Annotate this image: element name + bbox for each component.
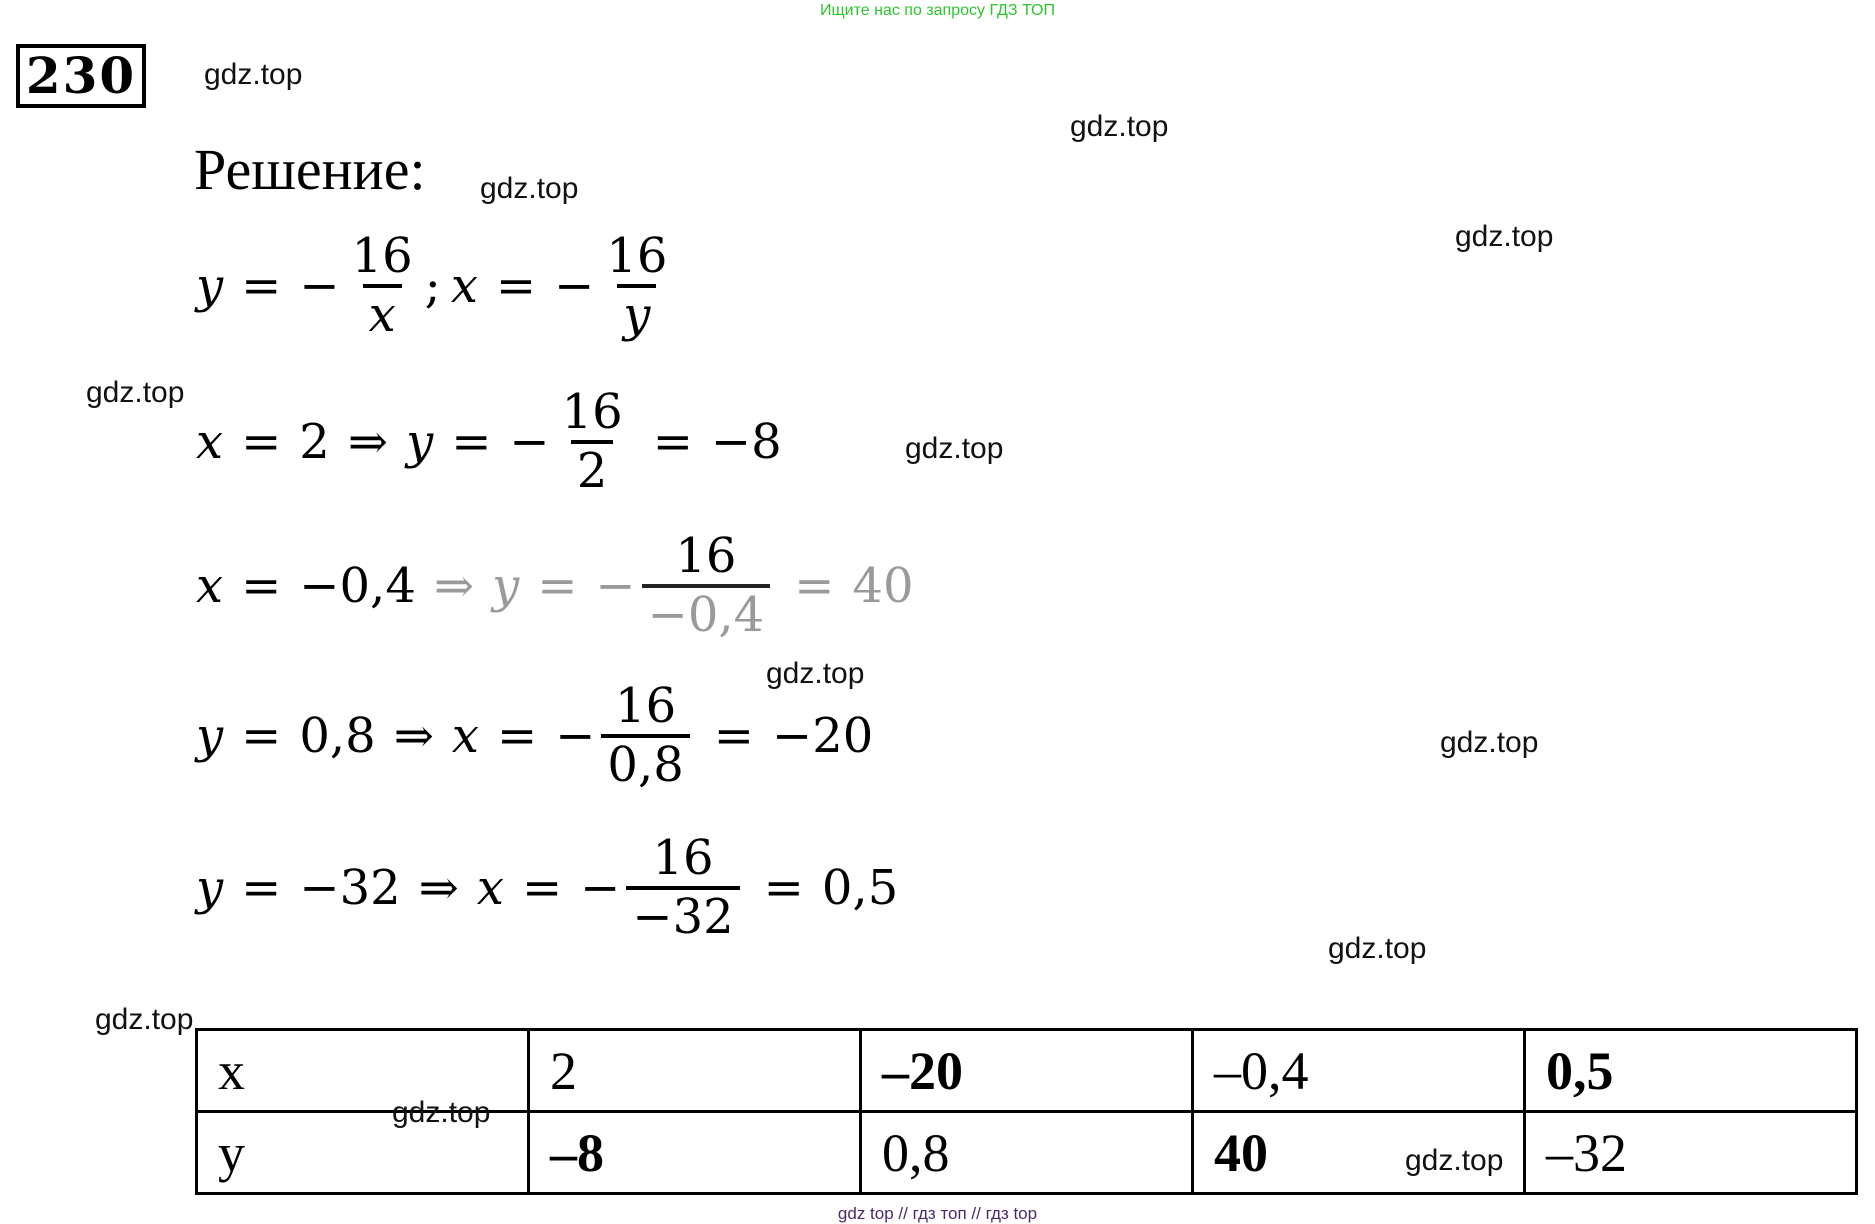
separator: ; [424, 258, 441, 314]
var-y: y [196, 860, 224, 916]
table-cell: –20 [861, 1030, 1193, 1112]
var-y: y [196, 708, 224, 764]
watermark: gdz.top [86, 376, 185, 409]
watermark: gdz.top [480, 172, 579, 205]
equals: = [241, 708, 282, 764]
implies: ⇒ [347, 414, 389, 470]
equals: = [713, 708, 754, 764]
watermark: gdz.top [1440, 726, 1539, 759]
denominator: 0,8 [601, 734, 689, 793]
watermark: gdz.top [905, 432, 1004, 465]
var-y: y [492, 558, 520, 614]
equals: = [521, 860, 563, 916]
var-x: x [196, 414, 224, 470]
formula-line-1 [196, 216, 679, 356]
var-y: y [406, 414, 434, 470]
table-cell: –32 [1525, 1112, 1857, 1194]
top-banner: Ищите нас по запросу ГДЗ ТОП [820, 2, 1055, 19]
exercise-number: 230 [16, 44, 146, 108]
equals: = [451, 414, 492, 470]
fraction [556, 385, 629, 499]
solution-label: Решение: [194, 137, 426, 202]
formula-line-2 [196, 372, 782, 512]
table-cell: –8 [529, 1112, 861, 1194]
numerator: 16 [652, 829, 714, 886]
implies: ⇒ [418, 860, 459, 916]
equals: = [763, 860, 804, 916]
table-cell: 0,5 [1525, 1030, 1857, 1112]
table-cell: 0,8 [861, 1112, 1193, 1194]
equals: = [537, 558, 578, 614]
value: 2 [299, 414, 330, 470]
watermark: gdz.top [392, 1096, 491, 1129]
equals: = [241, 860, 282, 916]
numerator: 16 [561, 383, 623, 440]
fraction [346, 229, 419, 343]
result: −8 [710, 414, 782, 470]
watermark: gdz.top [1328, 932, 1427, 965]
row-label: x [197, 1030, 529, 1112]
fraction [601, 679, 689, 793]
watermark: gdz.top [1455, 220, 1554, 253]
result: −20 [771, 708, 874, 764]
numerator: 16 [606, 227, 668, 284]
equals: = [652, 414, 693, 470]
equals: = [794, 558, 835, 614]
formula-line-5 [196, 818, 898, 958]
watermark: gdz.top [95, 1003, 194, 1036]
fraction [600, 229, 673, 343]
row-label: y [197, 1112, 529, 1194]
numerator: 16 [675, 527, 737, 584]
watermark: gdz.top [204, 58, 303, 91]
denominator: x [363, 284, 402, 343]
result: 0,5 [821, 860, 899, 916]
footer-links: gdz top // гдз топ // гдз top [837, 1204, 1038, 1223]
equals: = [495, 258, 537, 314]
minus: − [580, 860, 621, 916]
numerator: 16 [351, 227, 413, 284]
minus: − [509, 414, 550, 470]
fraction [626, 831, 739, 945]
table-cell: 40 [1193, 1112, 1525, 1194]
minus: − [555, 708, 596, 764]
numerator: 16 [615, 677, 677, 734]
formula-line-3 [196, 516, 914, 656]
denominator: y [617, 284, 656, 343]
implies: ⇒ [393, 708, 434, 764]
var-x: x [451, 708, 479, 764]
minus: − [595, 558, 636, 614]
equals: = [496, 708, 538, 764]
result: 40 [852, 558, 914, 614]
denominator: −0,4 [642, 584, 771, 643]
minus: − [554, 258, 595, 314]
var-x: x [196, 558, 224, 614]
value: −32 [299, 860, 401, 916]
var-x: x [476, 860, 504, 916]
table-cell: 2 [529, 1030, 861, 1112]
equals: = [241, 258, 282, 314]
var-y: y [196, 258, 224, 314]
equals: = [241, 414, 282, 470]
watermark: gdz.top [1405, 1144, 1504, 1177]
implies: ⇒ [433, 558, 475, 614]
formula-line-4 [196, 666, 873, 806]
watermark: gdz.top [766, 657, 865, 690]
minus: − [299, 258, 340, 314]
value: 0,8 [299, 708, 376, 764]
fraction [642, 529, 771, 643]
denominator: 2 [571, 440, 614, 499]
watermark: gdz.top [1070, 110, 1169, 143]
denominator: −32 [626, 886, 739, 945]
equals: = [241, 558, 282, 614]
table-cell: –0,4 [1193, 1030, 1525, 1112]
var-x: x [450, 258, 478, 314]
value: −0,4 [299, 558, 416, 614]
